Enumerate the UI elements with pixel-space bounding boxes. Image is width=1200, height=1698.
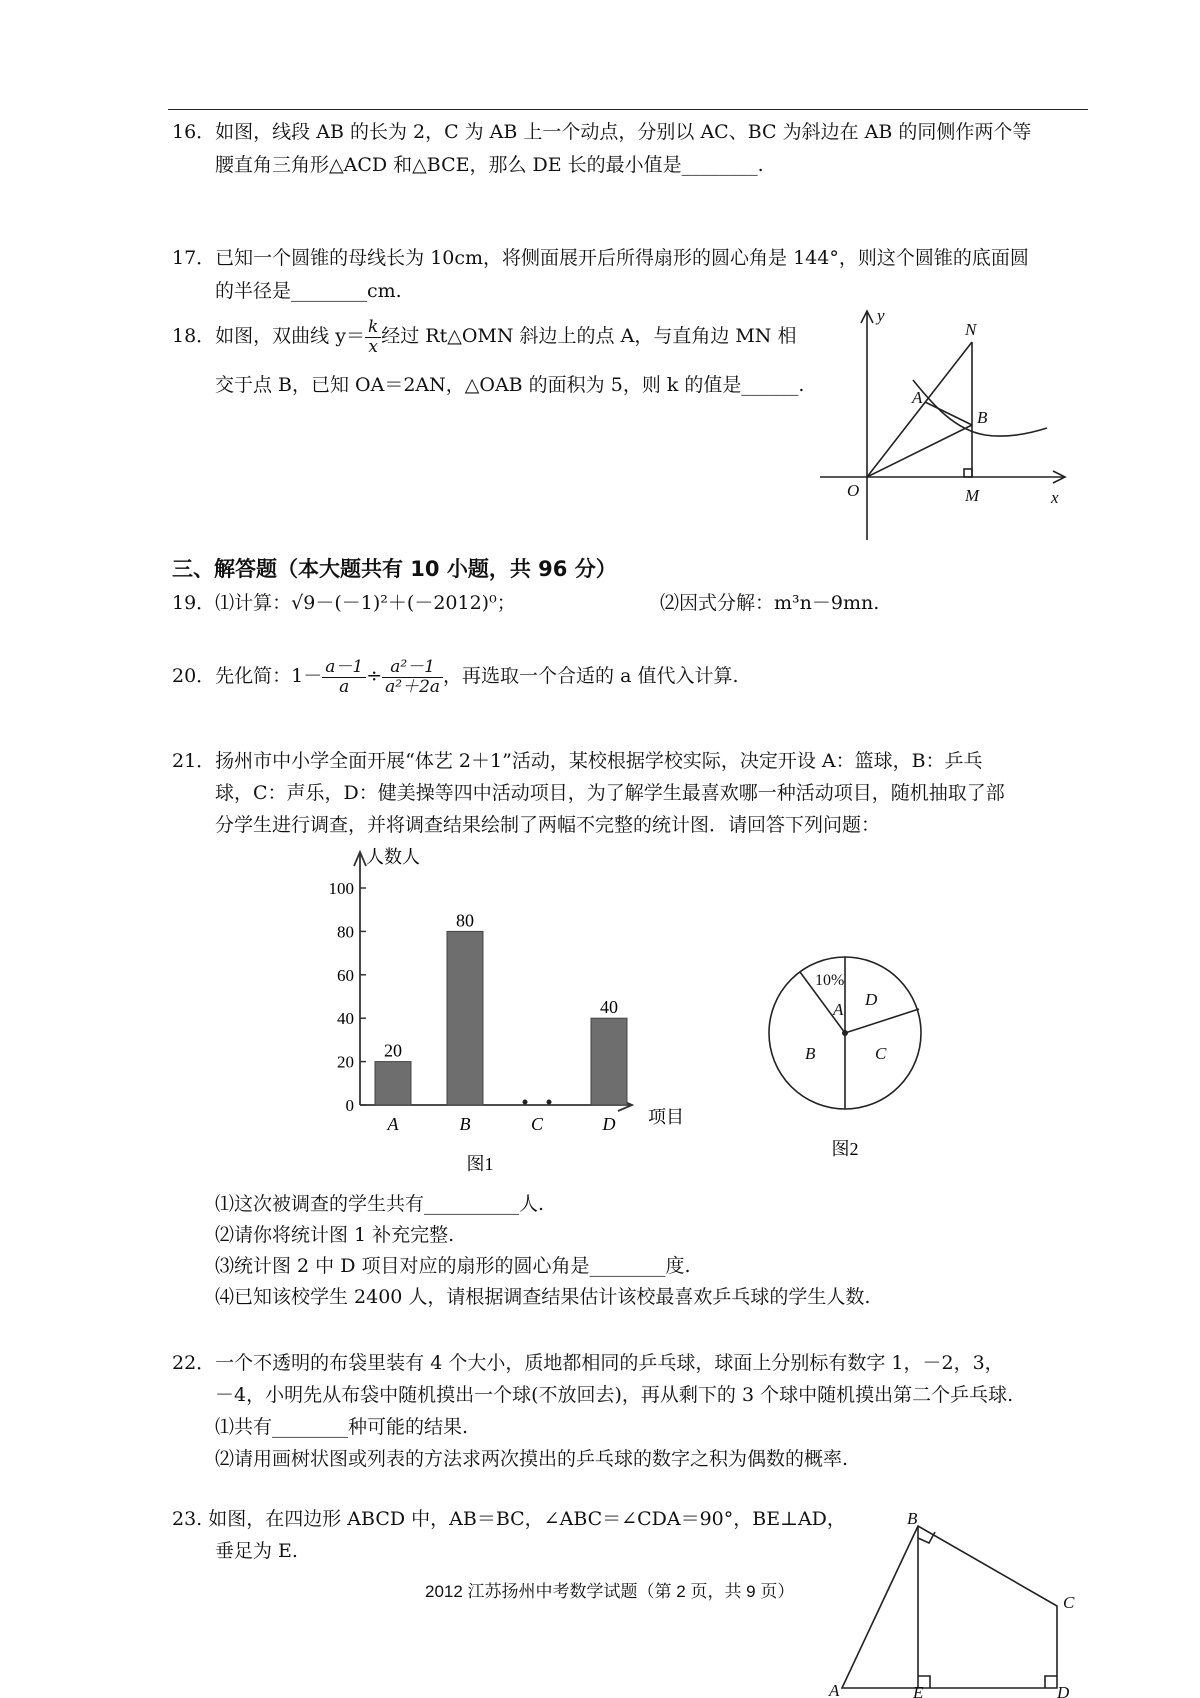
q21-line3: 分学生进行调查，并将调查结果绘制了两幅不完整的统计图．请回答下列问题： [215,814,881,836]
q21-sub4: ⑷已知该校学生 2400 人，请根据调查结果估计该校最喜欢乒乓球的学生人数. [215,1286,871,1308]
pie-divider-dc [845,1009,919,1033]
q22-line1: 22．一个不透明的布袋里装有 4 个大小，质地都相同的乒乓球，球面上分别标有数字 1，－2，3， [172,1352,1004,1374]
q20-suffix: ，再选取一个合适的 a 值代入计算. [443,665,739,688]
bar-C-missing-marker [547,1100,552,1105]
y-tick-label: 60 [337,965,354,985]
bar-data-label-D: 40 [600,997,618,1018]
pie-chart-figure2 [765,955,935,1175]
fig-label-M: M [965,486,980,505]
x-category-label-C: C [530,1114,544,1134]
bar-chart-title: 图1 [466,1154,494,1174]
bar-C-missing-marker [523,1100,528,1105]
top-rule [168,109,1088,110]
fig-label-O: O [847,481,860,500]
pie-center-dot [842,1030,848,1036]
quadrilateral-ABCD [842,1526,1057,1688]
q19-part1: 19．⑴计算：√9－(－1)²＋(－2012)⁰； [172,592,516,614]
fig-label-B: B [977,408,988,427]
q20-divide-sign: ÷ [366,665,383,688]
y-tick-label: 0 [345,1096,354,1115]
pie-label-B: B [805,1044,816,1063]
q17-line1: 17．已知一个圆锥的母线长为 10cm，将侧面展开后所得扇形的圆心角是 144°，则这个圆锥的底面圆 [172,247,1029,269]
bar-data-label-B: 80 [456,910,474,931]
y-tick-label: 40 [337,1009,354,1029]
fig-label-C2: C [1063,1593,1075,1612]
pie-annotation-10pct: 10% [815,972,845,989]
x-category-label-A: A [387,1114,399,1134]
hypotenuse-ON [867,342,972,477]
fig-label-B2: B [907,1510,918,1528]
q18-hyperbola-figure [815,305,1075,545]
pie-chart-title: 图2 [831,1139,859,1159]
fig-label-x: x [1051,488,1059,507]
fig-label-D2: D [1057,1683,1070,1698]
q17-line2: 的半径是________cm. [215,280,402,302]
bar-chart-xlabel: 项目 [648,1107,684,1127]
q21-sub3: ⑶统计图 2 中 D 项目对应的扇形的圆心角是________度. [215,1255,691,1277]
bar-D [591,1018,627,1105]
bar-A [375,1062,411,1105]
pie-label-A: A [833,1000,844,1019]
q20-fraction2: $\frac{\text{a²－1}}{\text{a²＋2a}}$ [382,658,443,696]
bar-data-label-A: 20 [384,1040,402,1061]
y-tick-label: 100 [328,879,354,898]
right-angle-mark-D [1045,1676,1057,1688]
q21-sub2: ⑵请你将统计图 1 补充完整. [215,1224,455,1246]
bar-B [447,931,483,1105]
q18-line2: 交于点 B，已知 OA＝2AN，△OAB 的面积为 5，则 k 的值是______. [215,374,805,396]
q22-sub2: ⑵请用画树状图或列表的方法求两次摸出的乒乓球的数字之积为偶数的概率. [215,1448,849,1470]
pie-label-C: C [875,1044,887,1063]
q18-prefix: 18．如图，双曲线 y＝ [172,325,365,348]
q20-prefix: 20．先化简：1－ [172,665,323,688]
x-category-label-B: B [459,1114,471,1134]
q22-sub1: ⑴共有________种可能的结果. [215,1416,469,1438]
q23-line1: 23. 如图，在四边形 ABCD 中，AB＝BC，∠ABC＝∠CDA＝90°，BE⊥AD， [172,1508,846,1530]
q18-fraction: $\frac{k}{x}$ [365,318,381,356]
section-heading: 三、解答题（本大题共有 10 小题，共 96 分） [172,557,617,581]
y-tick-label: 80 [337,922,354,942]
q20-line [172,658,739,696]
q16-line2: 腰直角三角形△ACD 和△BCE，那么 DE 长的最小值是________. [215,154,764,176]
q18-suffix: 经过 Rt△OMN 斜边上的点 A，与直角边 MN 相 [381,325,797,348]
segment-AB [925,402,972,425]
q22-line2: －4，小明先从布袋中随机摸出一个球(不放回去)，再从剩下的 3 个球中随机摸出第二个乒乓球. [215,1384,1014,1406]
q23-quadrilateral-figure [825,1510,1090,1698]
bar-chart-figure1 [300,840,720,1175]
q16-line1: 16．如图，线段 AB 的长为 2，C 为 AB 上一个动点，分别以 AC、BC 为斜边在 AB 的同侧作两个等 [172,121,1032,143]
bar-chart-ylabel: 人数人 [366,847,420,867]
fig-label-y: y [877,306,885,325]
q19-part2: ⑵因式分解：m³n－9mn. [660,592,880,614]
q21-line2: 球，C：声乐，D：健美操等四中活动项目，为了解学生最喜欢哪一种活动项目，随机抽取了部 [215,782,1005,804]
fig-label-E2: E [913,1683,924,1698]
page-footer: 2012 江苏扬州中考数学试题（第 2 页，共 9 页） [425,1582,795,1601]
fig-label-N: N [965,320,977,339]
q23-line2: 垂足为 E. [215,1540,298,1562]
q20-fraction1: $\frac{a-1}{a}$ [322,658,366,696]
fig-label-A2: A [829,1681,840,1698]
segment-OB [867,425,972,477]
x-category-label-D: D [602,1114,616,1134]
q21-sub1: ⑴这次被调查的学生共有__________人. [215,1193,545,1215]
fig-label-A: A [912,388,923,407]
q21-line1: 21．扬州市中小学全面开展“体艺 2＋1”活动，某校根据学校实际，决定开设 A：篮球，B：乒乓 [172,750,983,772]
y-tick-label: 20 [337,1052,354,1072]
right-angle-mark [964,469,972,477]
q18-line1 [172,318,796,356]
pie-label-D: D [865,990,878,1009]
